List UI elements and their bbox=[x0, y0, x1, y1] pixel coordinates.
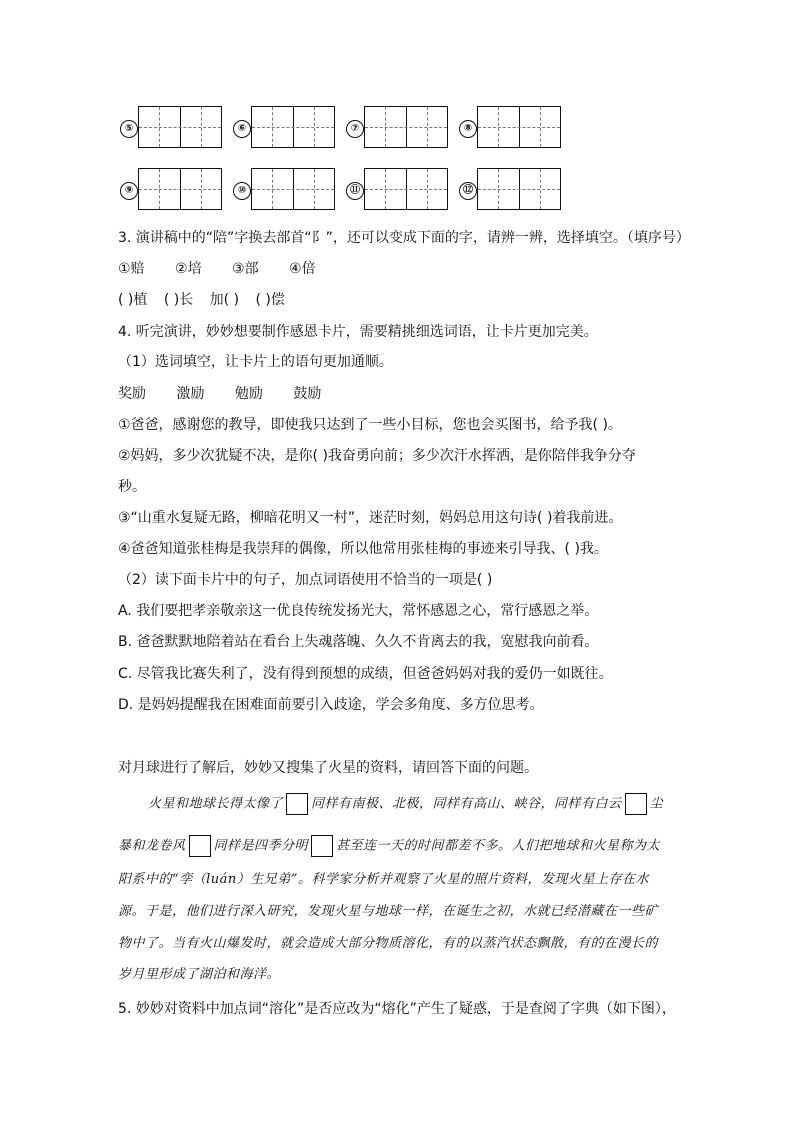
question-5-title: 5. 妙妙对资料中加点词“溶化”是否应改为“熔化”产生了疑惑，于是查阅了字典（如下图）， bbox=[118, 1001, 676, 1017]
passage-text: 尘 bbox=[649, 796, 664, 812]
passage-text: 甚至连一天的时间都差不多。人们把地球和火星称为太 bbox=[336, 838, 661, 854]
punctuation-box[interactable] bbox=[189, 835, 211, 857]
grid-number: ⑫ bbox=[459, 182, 477, 200]
sentence-1: ①爸爸，感谢您的教导，即使我只达到了一些小目标，您也会买图书，给予我( )。 bbox=[118, 417, 622, 433]
answer-blank[interactable]: ( )长 bbox=[163, 292, 194, 308]
sentence-2-line-2: 秒。 bbox=[118, 479, 146, 495]
grid-number: ⑩ bbox=[233, 182, 251, 200]
sentence-2-line-1: ②妈妈，多少次犹疑不决，是你( )我奋勇向前；多少次汗水挥洒，是你陪伴我争分夺 bbox=[118, 448, 636, 464]
writing-grid-cell bbox=[346, 106, 456, 150]
writing-box[interactable] bbox=[251, 106, 335, 148]
grid-number: ⑨ bbox=[120, 182, 138, 200]
grid-number: ⑦ bbox=[346, 120, 364, 138]
answer-blank[interactable]: ( )偿 bbox=[255, 292, 285, 308]
grid-number: ⑪ bbox=[346, 182, 364, 200]
option: ④倍 bbox=[289, 261, 316, 277]
writing-box[interactable] bbox=[477, 106, 561, 148]
choice-b[interactable]: B. 爸爸默默地陪着站在看台上失魂落魄、久久不肯离去的我，宽慰我向前看。 bbox=[118, 634, 599, 650]
choice-c[interactable]: C. 尽管我比赛失利了，没有得到预想的成绩，但爸爸妈妈对我的爱仍一如既往。 bbox=[118, 666, 613, 682]
sentence-3: ③“山重水复疑无路，柳暗花明又一村”，迷茫时刻，妈妈总用这句诗( )着我前进。 bbox=[118, 510, 623, 526]
passage-line-6: 岁月里形成了湖泊和海洋。 bbox=[118, 967, 281, 982]
question-3-title: 3. 演讲稿中的“陪”字换去部首“阝”，还可以变成下面的字，请辨一辨，选择填空。（填序号） bbox=[118, 230, 690, 246]
writing-box[interactable] bbox=[477, 168, 561, 210]
sentence-4: ④爸爸知道张桂梅是我崇拜的偶像，所以他常用张桂梅的事迹来引导我、( )我。 bbox=[118, 541, 608, 557]
passage-line-2 bbox=[118, 835, 660, 857]
writing-grid-cell bbox=[120, 168, 230, 212]
writing-grid-cell bbox=[233, 106, 343, 150]
grid-number: ⑤ bbox=[120, 120, 138, 138]
word-option: 鼓励 bbox=[293, 386, 322, 402]
passage-line-1 bbox=[148, 793, 663, 815]
grid-number: ⑧ bbox=[459, 120, 477, 138]
passage-line-4: 源。于是，他们进行深入研究，发现火星与地球一样，在诞生之初，水就已经潜藏在一些矿 bbox=[118, 904, 659, 919]
writing-grid-cell bbox=[233, 168, 343, 212]
passage-text: 同样是四季分明 bbox=[213, 838, 309, 854]
option: ③部 bbox=[232, 261, 259, 277]
mars-intro: 对月球进行了解后，妙妙又搜集了火星的资料，请回答下面的问题。 bbox=[118, 760, 538, 776]
writing-box[interactable] bbox=[251, 168, 335, 210]
question-3-options bbox=[118, 259, 342, 279]
punctuation-box[interactable] bbox=[286, 793, 308, 815]
writing-box[interactable] bbox=[364, 168, 448, 210]
writing-grid-cell bbox=[459, 168, 569, 212]
word-option: 奖励 bbox=[118, 386, 146, 402]
question-4-sub2: （2）读下面卡片中的句子，加点词语使用不恰当的一项是( ) bbox=[118, 572, 493, 588]
question-4-title: 4. 听完演讲，妙妙想要制作感恩卡片，需要精挑细选词语，让卡片更加完美。 bbox=[118, 324, 598, 340]
writing-grid-cell bbox=[120, 106, 230, 150]
option: ②培 bbox=[175, 261, 202, 277]
passage-line-5: 物中了。当有火山爆发时，就会造成大部分物质溶化，有的以蒸汽状态飘散，有的在漫长的 bbox=[118, 936, 659, 951]
writing-grid-cell bbox=[459, 106, 569, 150]
punctuation-box[interactable] bbox=[311, 835, 333, 857]
punctuation-box[interactable] bbox=[625, 793, 647, 815]
writing-box[interactable] bbox=[138, 168, 222, 210]
passage-text: 暴和龙卷风 bbox=[118, 838, 186, 854]
answer-blank[interactable]: ( )植 bbox=[118, 292, 148, 308]
writing-box[interactable] bbox=[138, 106, 222, 148]
option: ①赔 bbox=[118, 261, 145, 277]
word-option: 勉励 bbox=[234, 386, 263, 402]
question-3-blanks bbox=[118, 290, 285, 310]
grid-number: ⑥ bbox=[233, 120, 251, 138]
passage-line-3: 阳系中的“孪（luán）生兄弟”。科学家分析并观察了火星的照片资料，发现火星上存在水 bbox=[118, 872, 649, 887]
answer-blank[interactable]: 加( ) bbox=[209, 292, 240, 308]
choice-d[interactable]: D. 是妈妈提醒我在困难面前要引入歧途，学会多角度、多方位思考。 bbox=[118, 697, 544, 713]
passage-text: 同样有南极、北极，同样有高山、峡谷，同样有白云 bbox=[311, 796, 622, 812]
word-bank bbox=[118, 384, 347, 404]
choice-a[interactable]: A. 我们要把孝亲敬亲这一优良传统发扬光大，常怀感恩之心，常行感恩之举。 bbox=[118, 603, 599, 619]
writing-grid-cell bbox=[346, 168, 456, 212]
passage-text: 火星和地球长得太像了 bbox=[148, 796, 284, 812]
writing-box[interactable] bbox=[364, 106, 448, 148]
word-option: 激励 bbox=[176, 386, 205, 402]
question-4-sub1: （1）选词填空，让卡片上的语句更加通顺。 bbox=[118, 354, 393, 370]
